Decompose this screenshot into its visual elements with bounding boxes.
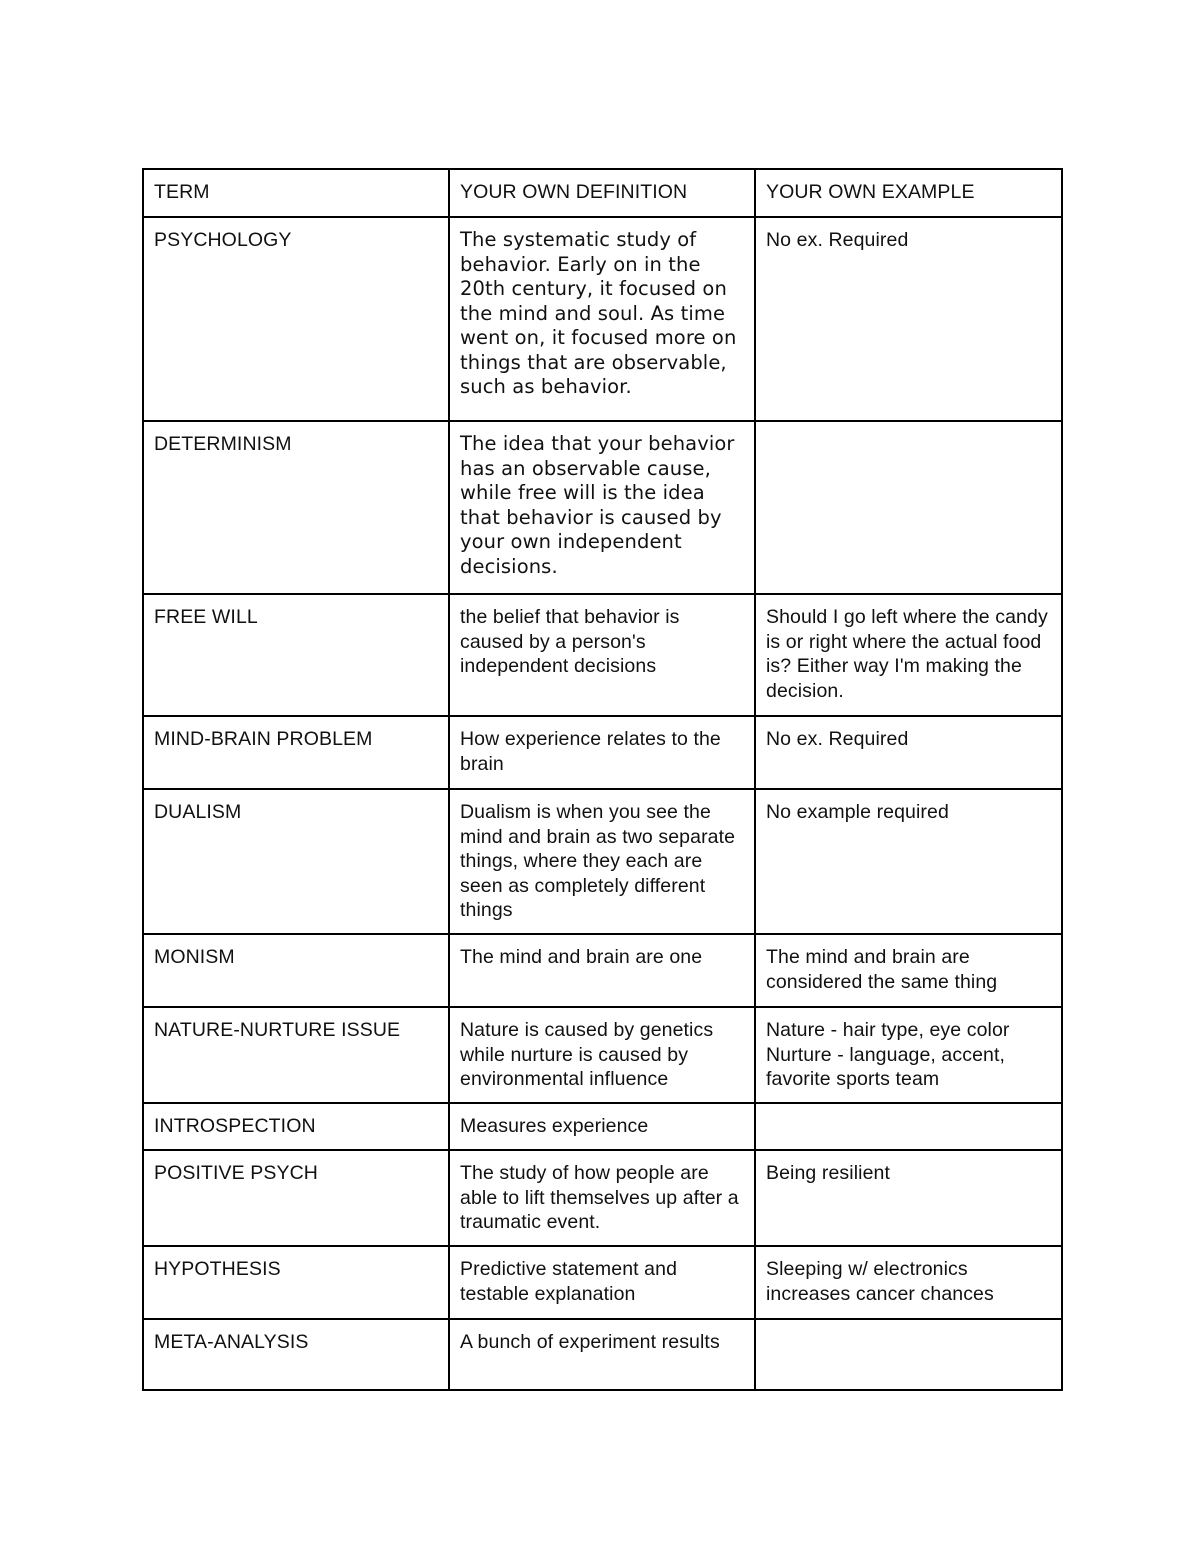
table-row [143,1150,1062,1246]
term-cell: HYPOTHESIS [143,1246,449,1319]
header-definition: YOUR OWN DEFINITION [449,169,755,217]
definition-cell: The study of how people are able to lift themselves up after a traumatic event. [449,1150,755,1246]
term-cell: NATURE-NURTURE ISSUE [143,1007,449,1103]
term-cell: DETERMINISM [143,421,449,594]
term-cell: DUALISM [143,789,449,934]
term-cell: INTROSPECTION [143,1103,449,1150]
definition-cell: Nature is caused by genetics while nurture is caused by environmental influence [449,1007,755,1103]
term-cell: FREE WILL [143,594,449,716]
header-example: YOUR OWN EXAMPLE [755,169,1062,217]
example-cell: Should I go left where the candy is or right where the actual food is? Either way I'm making the decision. [755,594,1062,716]
definition-cell: the belief that behavior is caused by a person's independent decisions [449,594,755,716]
term-cell: PSYCHOLOGY [143,217,449,421]
definition-cell: Predictive statement and testable explanation [449,1246,755,1319]
term-cell: META-ANALYSIS [143,1319,449,1390]
table-row [143,934,1062,1007]
example-cell: No ex. Required [755,217,1062,421]
terms-table [142,168,1063,1391]
example-cell: Being resilient [755,1150,1062,1246]
header-term: TERM [143,169,449,217]
table-row [143,1319,1062,1390]
definition-cell: Measures experience [449,1103,755,1150]
definition-cell: The mind and brain are one [449,934,755,1007]
table-row [143,716,1062,789]
table-row [143,1103,1062,1150]
table-row [143,1246,1062,1319]
definition-cell: How experience relates to the brain [449,716,755,789]
header-row [143,169,1062,217]
definition-cell: A bunch of experiment results [449,1319,755,1390]
term-cell: MIND-BRAIN PROBLEM [143,716,449,789]
example-cell [755,1319,1062,1390]
definition-cell: The systematic study of behavior. Early on in the 20th century, it focused on the mind and soul. As time went on, it focused more on things that are observable, such as behavior. [449,217,755,421]
table-row [143,217,1062,421]
example-cell: The mind and brain are considered the same thing [755,934,1062,1007]
table-row [143,1007,1062,1103]
example-cell [755,421,1062,594]
example-cell: Nature - hair type, eye color Nurture - language, accent, favorite sports team [755,1007,1062,1103]
term-cell: MONISM [143,934,449,1007]
definition-cell: The idea that your behavior has an observable cause, while free will is the idea that behavior is caused by your own independent decisions. [449,421,755,594]
example-cell: Sleeping w/ electronics increases cancer chances [755,1246,1062,1319]
table-row [143,421,1062,594]
table-row [143,789,1062,934]
table-row [143,594,1062,716]
example-cell [755,1103,1062,1150]
example-cell: No example required [755,789,1062,934]
example-cell: No ex. Required [755,716,1062,789]
term-cell: POSITIVE PSYCH [143,1150,449,1246]
definition-cell: Dualism is when you see the mind and brain as two separate things, where they each are seen as completely different things [449,789,755,934]
